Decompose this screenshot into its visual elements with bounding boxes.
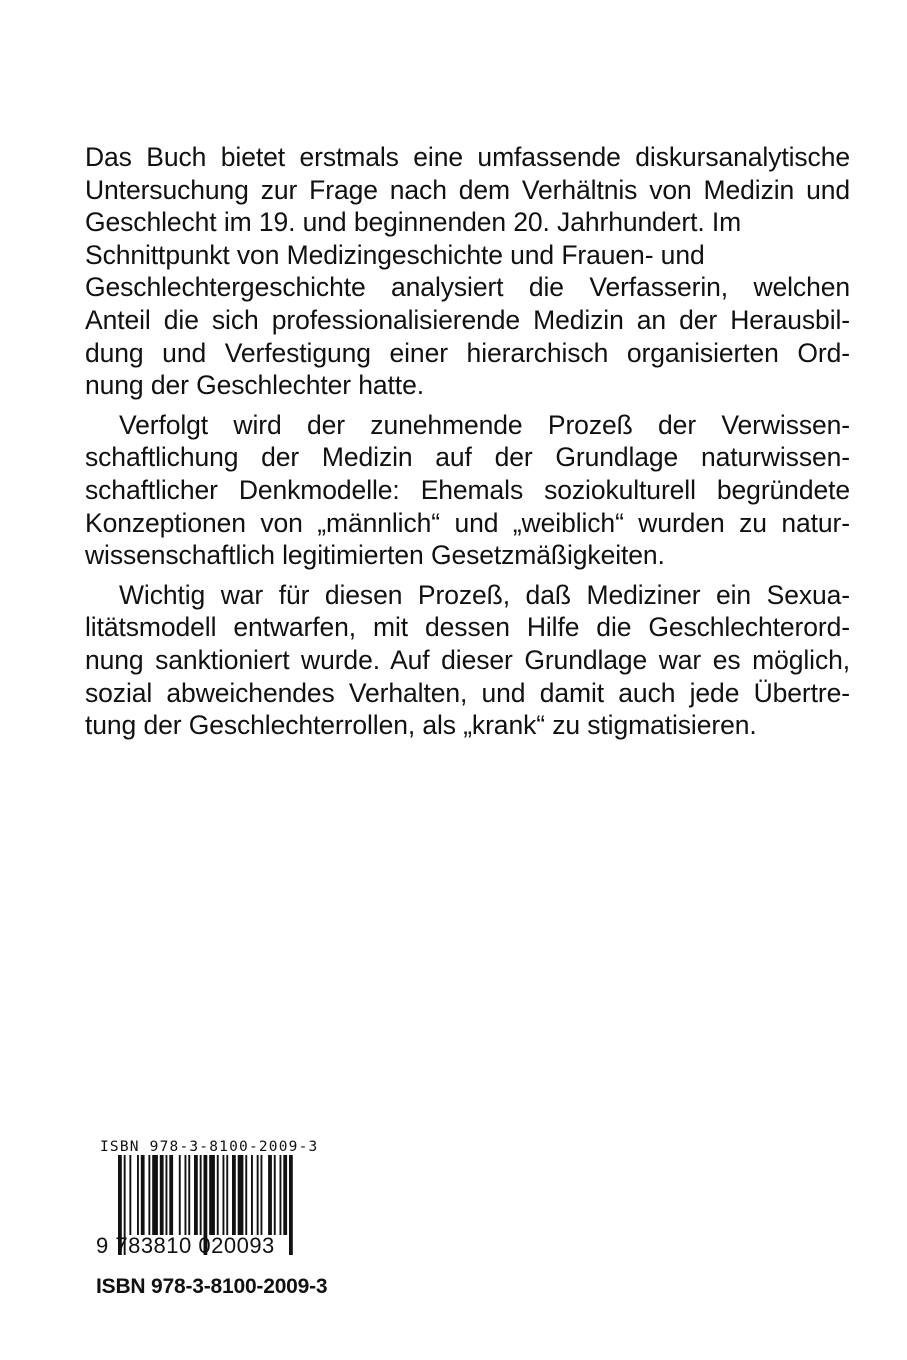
text-line: schaftlichung der Medizin auf der Grundlage naturwissen- [85, 442, 850, 473]
text-line: Das Buch bietet erstmals eine umfassende diskursanalytische [85, 142, 850, 172]
text-line: Geschlechtergeschichte analysiert die Verfasserin, welchen [85, 272, 850, 303]
text-line: Anteil die sich professionalisierende Medizin an der Herausbil- [85, 304, 850, 335]
text-line: nung der Geschlechter hatte. [85, 370, 424, 401]
blurb-text [85, 141, 850, 749]
text-line: Untersuchung zur Frage nach dem Verhältnis von Medizin und [85, 174, 850, 205]
barcode-bar [274, 1155, 276, 1235]
barcode-digits: 9 783810 020093 [96, 1233, 275, 1258]
text-line: Schnittpunkt von Medizingeschichte und Frauen- und [85, 239, 705, 270]
text-line: sozial abweichendes Verhalten, und damit auch jede Übertre- [85, 677, 850, 708]
text-line: Konzeptionen von „männlich“ und „weiblich“ wurden zu natur- [85, 507, 850, 538]
text-line: wissenschaftlich legitimierten Gesetzmäßigkeiten. [85, 540, 665, 571]
barcode-bar [223, 1155, 225, 1235]
barcode-bar [226, 1155, 228, 1235]
text-line: litätsmodell entwarfen, mit dessen Hilfe die Geschlechterord- [85, 612, 850, 643]
barcode-bar [137, 1155, 139, 1235]
barcode-bar [166, 1155, 168, 1235]
paragraph-1 [85, 141, 850, 402]
barcode-bar [209, 1155, 215, 1235]
barcode-bar [217, 1155, 219, 1235]
paragraph-2 [85, 409, 850, 572]
barcode-bar [129, 1155, 131, 1235]
paragraph-3 [85, 579, 850, 742]
barcode-bar [141, 1155, 145, 1235]
barcode-bar [232, 1155, 236, 1235]
barcode-isbn-label: ISBN 978-3-8100-2009-3 [100, 1139, 319, 1155]
barcode-bar [261, 1155, 263, 1235]
text-line: Verfolgt wird der zunehmende Prozeß der Verwissen- [119, 409, 850, 440]
barcode-bar [152, 1155, 158, 1235]
barcode-bar [251, 1155, 253, 1235]
barcode-bar [179, 1155, 181, 1235]
barcode-bar [238, 1155, 244, 1235]
barcode [96, 1139, 326, 1259]
barcode-bar [289, 1155, 293, 1255]
barcode-bar [169, 1155, 173, 1235]
barcode-bar [245, 1155, 247, 1235]
barcode-bar [268, 1155, 272, 1235]
barcode-bar [200, 1155, 202, 1235]
isbn-footer: ISBN 978-3-8100-2009-3 [96, 1275, 328, 1298]
barcode-bar [188, 1155, 190, 1235]
text-line: Wichtig war für diesen Prozeß, daß Mediziner ein Sexua- [119, 579, 850, 610]
text-line: nung sanktioniert wurde. Auf dieser Grundlage war es möglich, [85, 644, 850, 675]
text-line: schaftlicher Denkmodelle: Ehemals soziokulturell begründete [85, 474, 850, 505]
barcode-bar [185, 1155, 187, 1235]
text-line: dung und Verfestigung einer hierarchisch organisierten Ord- [85, 337, 850, 368]
barcode-bar [194, 1155, 198, 1235]
text-line: Geschlecht im 19. und beginnenden 20. Jahrhundert. Im [85, 207, 742, 238]
barcode-bar [160, 1155, 164, 1235]
barcode-bar [257, 1155, 259, 1235]
text-line: tung der Geschlechterrollen, als „krank“ zu stigmatisieren. [85, 710, 757, 741]
barcode-bar [148, 1155, 150, 1235]
barcode-bar [283, 1155, 287, 1235]
barcode-bar [280, 1155, 282, 1235]
